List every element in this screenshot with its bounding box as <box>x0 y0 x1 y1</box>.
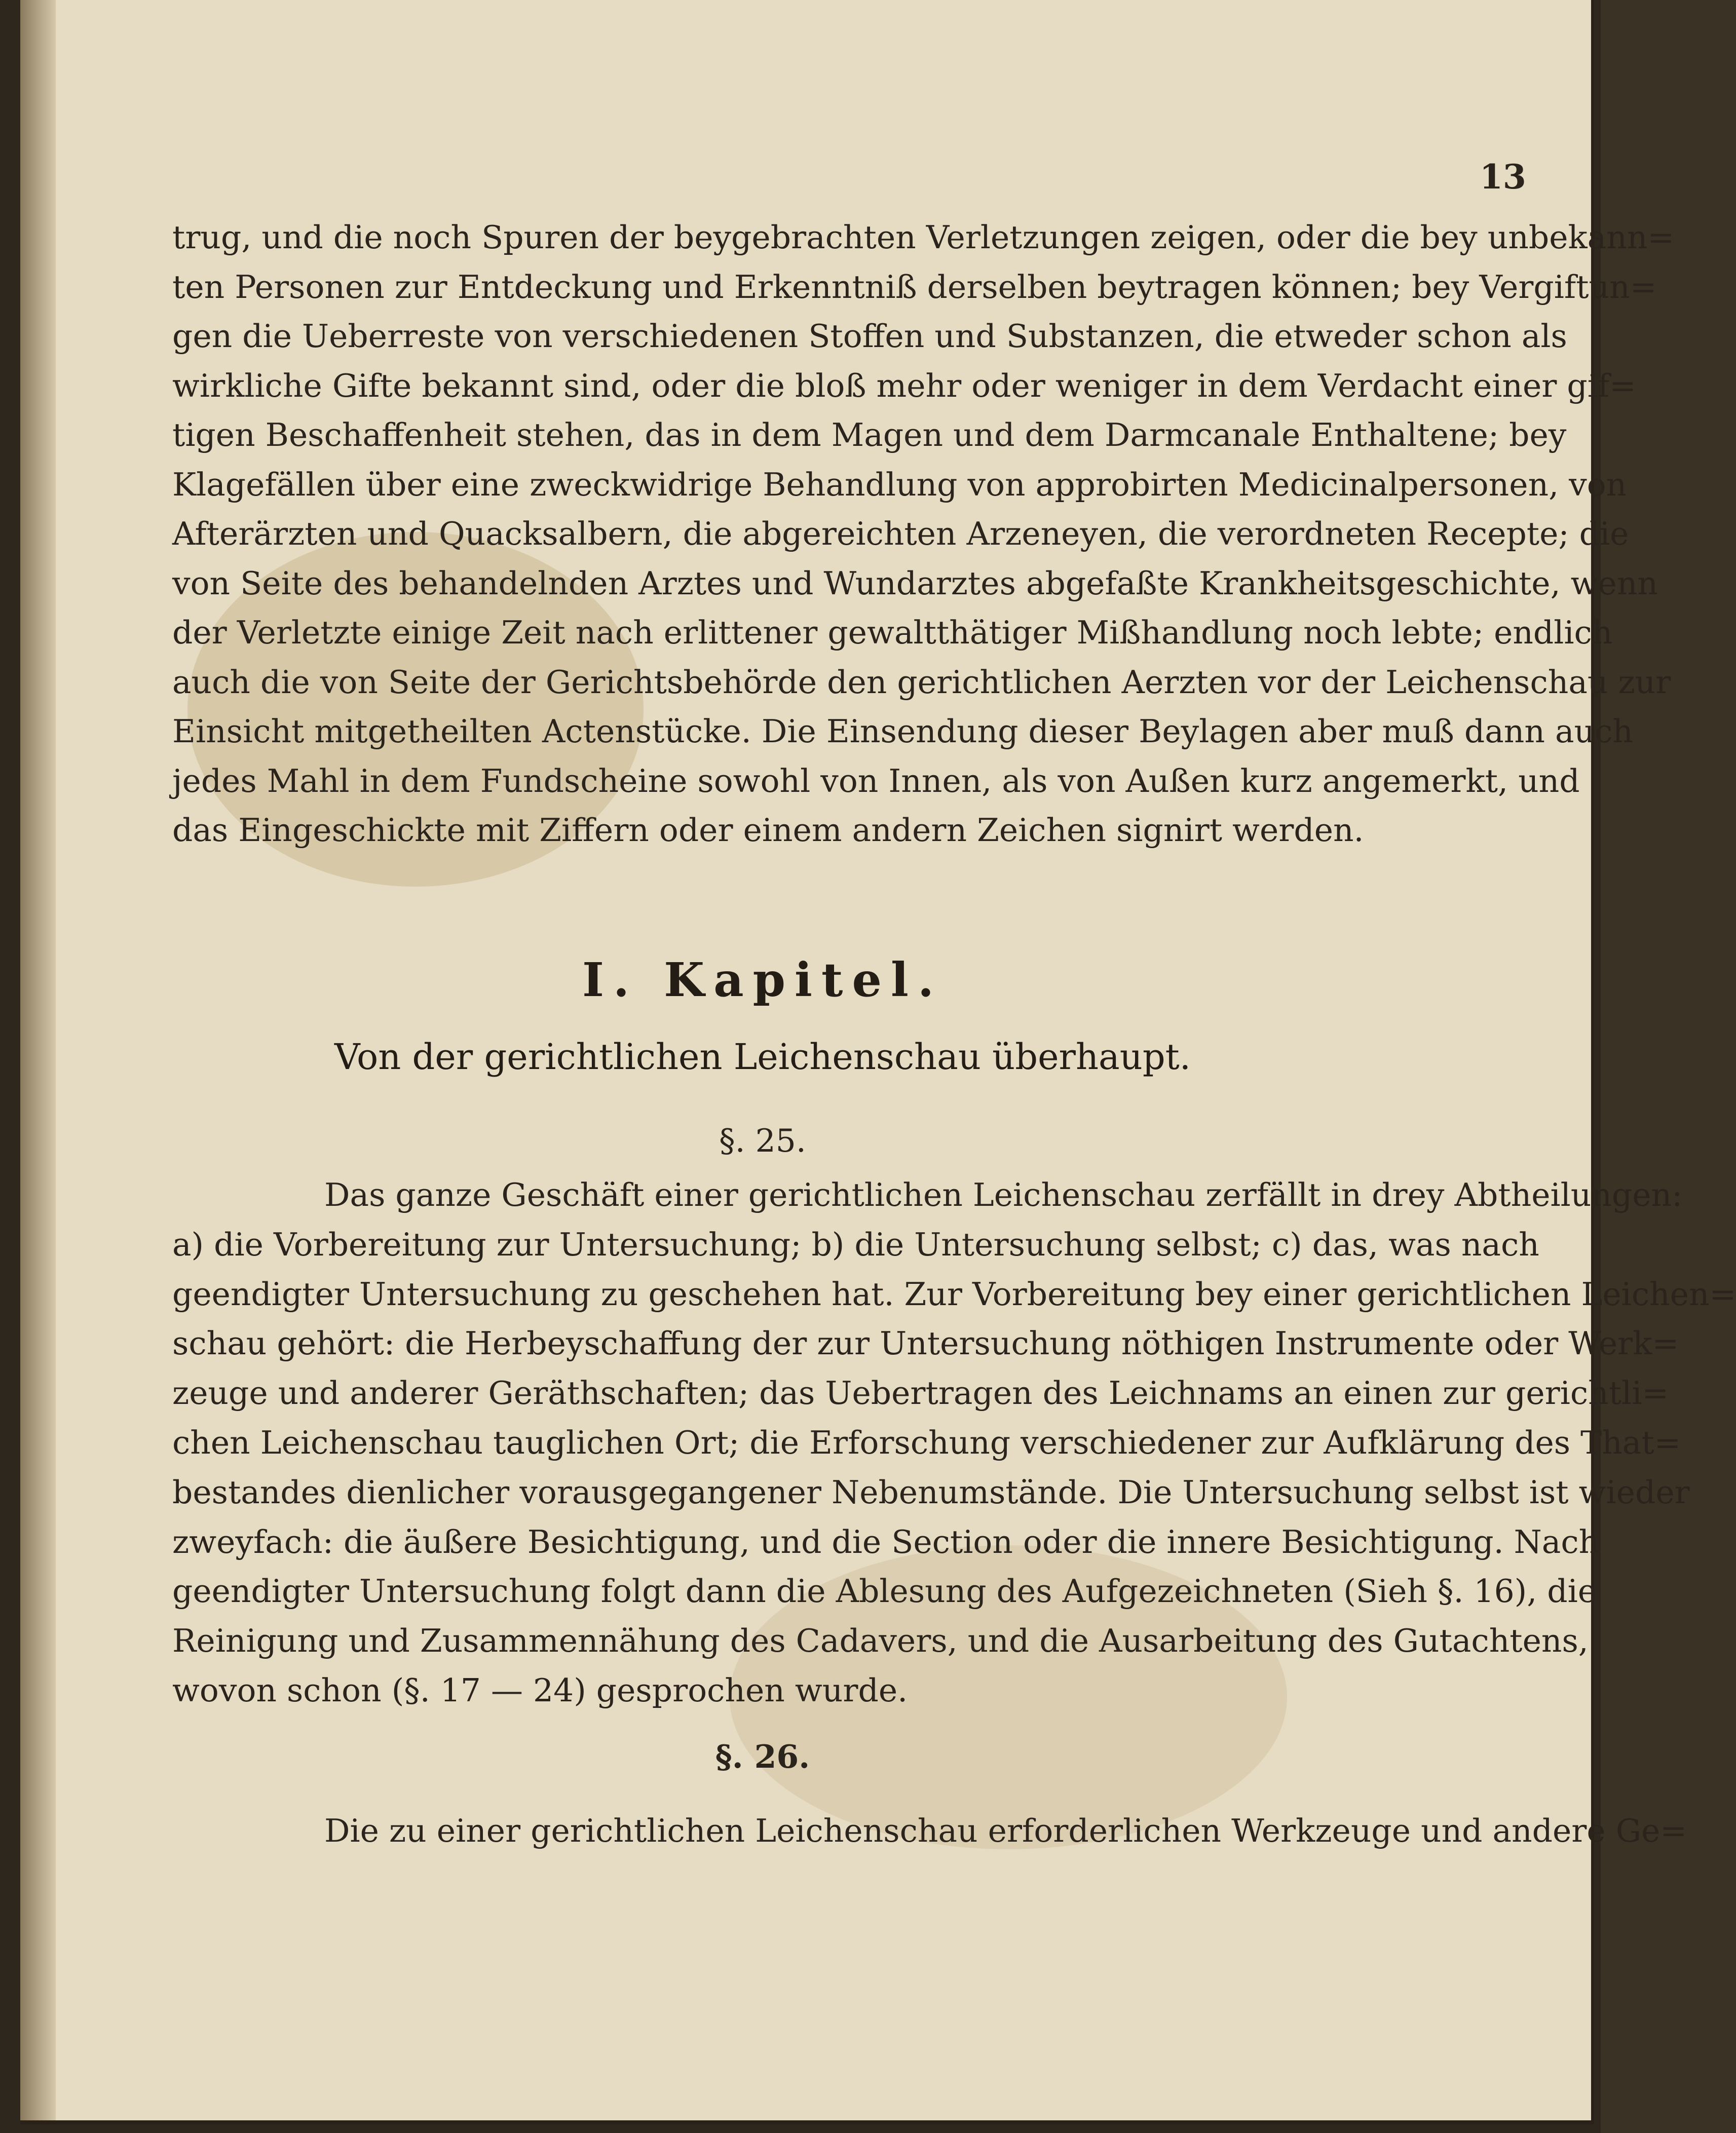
text-line: Einsicht mitgetheilten Actenstücke. Die Einsendung dieser Beylagen aber muß dann auch <box>172 713 1633 750</box>
text-line: geendigter Untersuchung zu geschehen hat. Zur Vorbereitung bey einer gerichtlichen Leichen= <box>172 1275 1736 1313</box>
text-line: trug, und die noch Spuren der beygebrachten Verletzungen zeigen, oder die bey unbekann= <box>172 219 1675 256</box>
chapter-subtitle: Von der gerichtlichen Leichenschau überhaupt. <box>334 1036 1191 1078</box>
text-line: schau gehört: die Herbeyschaffung der zur Untersuchung nöthigen Instrumente oder Werk= <box>172 1325 1679 1362</box>
text-line: jedes Mahl in dem Fundscheine sowohl von Innen, als von Außen kurz angemerkt, und <box>172 762 1580 799</box>
text-line: tigen Beschaffenheit stehen, das in dem Magen und dem Darmcanale Enthaltene; bey <box>172 416 1567 453</box>
text-line: bestandes dienlicher vorausgegangener Nebenumstände. Die Untersuchung selbst ist wieder <box>172 1473 1690 1511</box>
text-line: a) die Vorbereitung zur Untersuchung; b) die Untersuchung selbst; c) das, was nach <box>172 1226 1539 1263</box>
text-line: geendigter Untersuchung folgt dann die Ablesung des Aufgezeichneten (Sieh §. 16), die <box>172 1573 1597 1610</box>
text-line: zeuge und anderer Geräthschaften; das Uebertragen des Leichnams an einen zur gerichtli= <box>172 1375 1669 1412</box>
text-line: zweyfach: die äußere Besichtigung, und die Section oder die innere Besichtigung. Nach <box>172 1523 1600 1560</box>
section-25-paragraph <box>172 1170 1736 1716</box>
text-line: von Seite des behandelnden Arztes und Wundarztes abgefaßte Krankheitsgeschichte, wenn <box>172 564 1658 602</box>
text-line: Die zu einer gerichtlichen Leichenschau erforderlichen Werkzeuge und andere Ge= <box>324 1812 1687 1849</box>
text-line: das Eingeschickte mit Ziffern oder einem andern Zeichen signirt werden. <box>172 812 1364 849</box>
continuation-paragraph <box>172 213 1675 855</box>
text-line: chen Leichenschau tauglichen Ort; die Erforschung verschiedener zur Aufklärung des That= <box>172 1424 1681 1461</box>
text-line: Das ganze Geschäft einer gerichtlichen Leichenschau zerfällt in drey Abtheilungen: <box>324 1176 1683 1213</box>
text-line: Afterärzten und Quacksalbern, die abgereichten Arzeneyen, die verordneten Recepte; die <box>172 515 1629 552</box>
section-26-paragraph <box>172 1806 1687 1856</box>
book-page <box>20 0 1736 2124</box>
text-line: auch die von Seite der Gerichtsbehörde den gerichtlichen Aerzten vor der Leichenschau zur <box>172 663 1671 701</box>
section-number: §. 25. <box>719 1122 806 1159</box>
chapter-title: I. Kapitel. <box>582 953 943 1007</box>
page-gutter <box>20 0 56 2120</box>
text-line: wirkliche Gifte bekannt sind, oder die bloß mehr oder weniger in dem Verdacht einer gif= <box>172 367 1636 404</box>
text-line: Reinigung und Zusammennähung des Cadavers, und die Ausarbeitung des Gutachtens, <box>172 1622 1589 1660</box>
section-number: §. 26. <box>715 1738 810 1775</box>
text-line: ten Personen zur Entdeckung und Erkenntniß derselben beytragen können; bey Vergiftun= <box>172 268 1657 306</box>
text-line: wovon schon (§. 17 — 24) gesprochen wurde. <box>172 1671 908 1709</box>
text-line: Klagefällen über eine zweckwidrige Behandlung von approbirten Medicinalpersonen, von <box>172 466 1627 503</box>
page-number: 13 <box>1480 157 1526 197</box>
text-line: der Verletzte einige Zeit nach erlittener gewaltthätiger Mißhandlung noch lebte; endlich <box>172 614 1613 651</box>
text-line: gen die Ueberreste von verschiedenen Stoffen und Substanzen, die etweder schon als <box>172 318 1567 355</box>
